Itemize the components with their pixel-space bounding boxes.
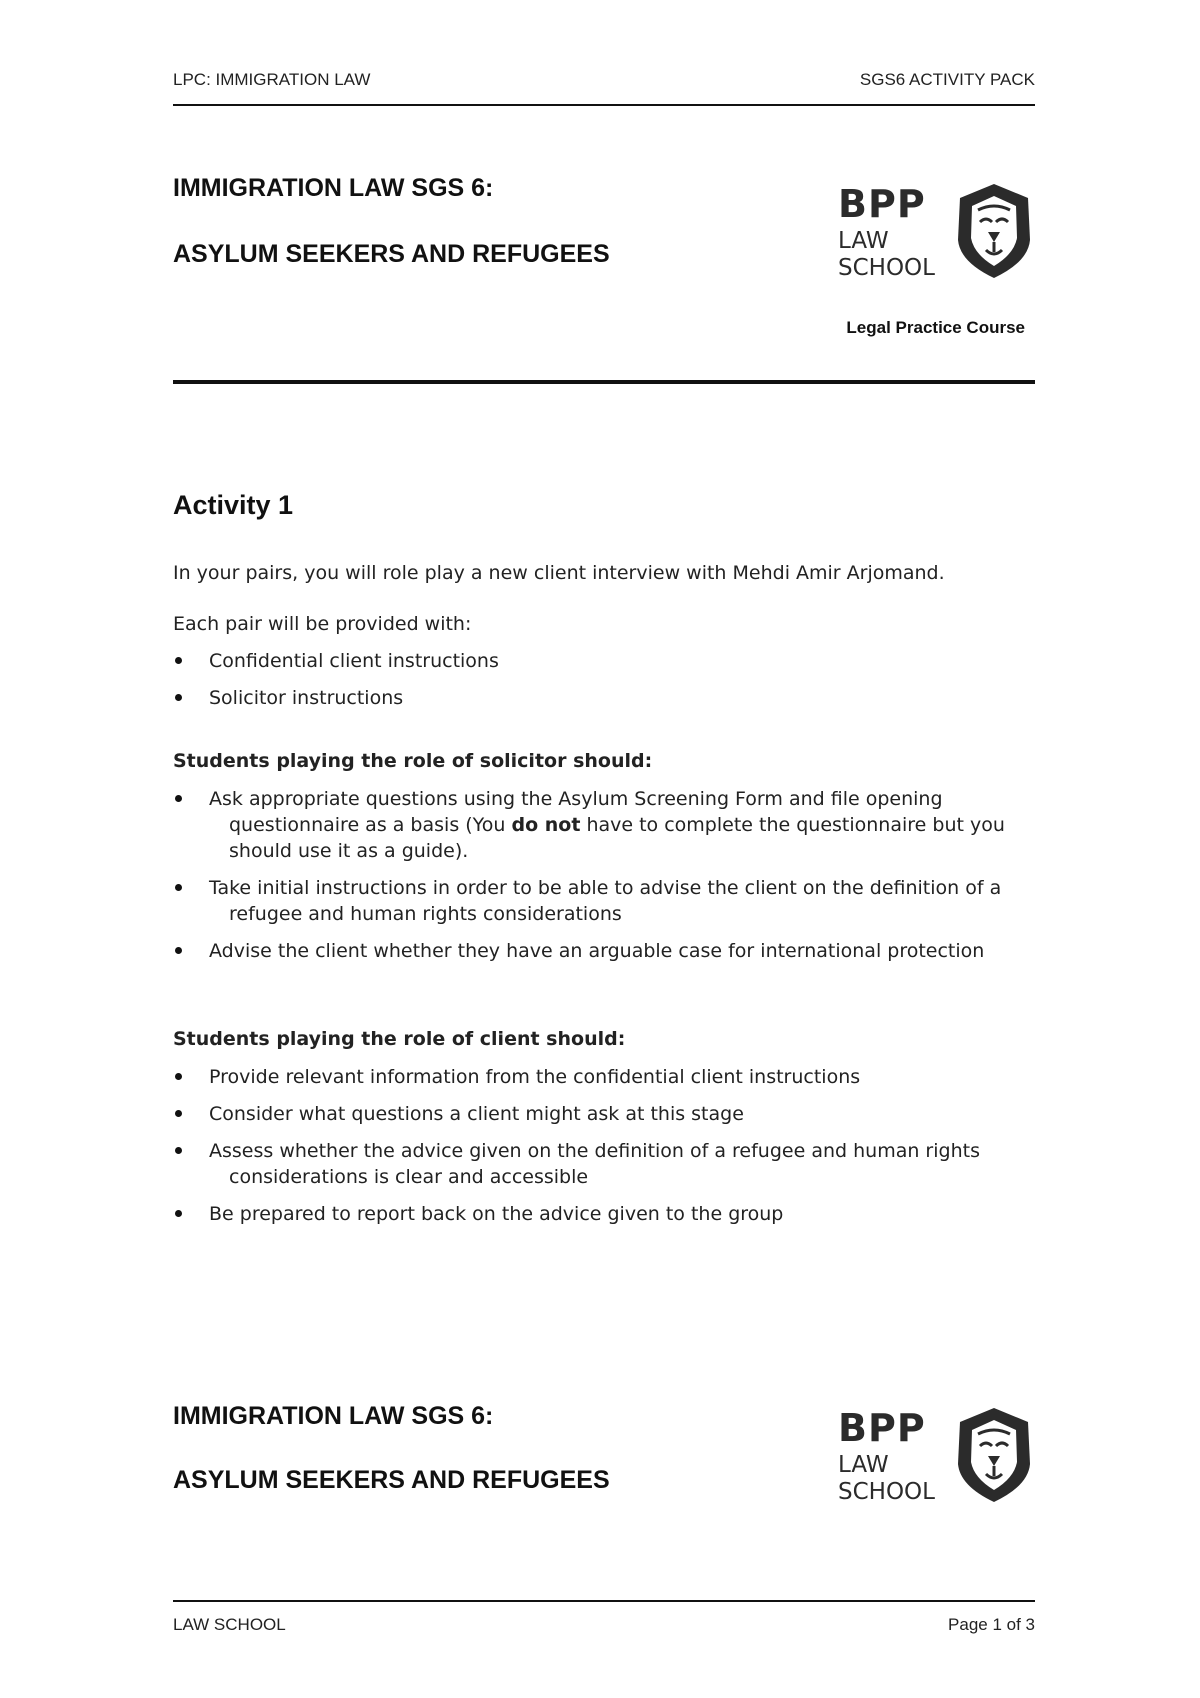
running-header — [173, 70, 1035, 90]
bullet-icon — [175, 795, 182, 802]
repeat-title-line-1: IMMIGRATION LAW SGS 6: — [173, 1402, 494, 1430]
client-item-3-line-2: considerations is clear and accessible — [229, 1166, 589, 1188]
client-item-2: Consider what questions a client might ask at this stage — [209, 1103, 744, 1125]
lion-shield-icon — [954, 1406, 1034, 1504]
bpp-logo-repeat — [838, 1406, 1038, 1516]
solicitor-heading: Students playing the role of solicitor should: — [173, 750, 653, 772]
list-item — [173, 1201, 1035, 1227]
bullet-icon — [175, 657, 182, 664]
solicitor-item-2-line-1: Take initial instructions in order to be able to advise the client on the definition of a — [209, 877, 1002, 899]
client-item-3-line-1: Assess whether the advice given on the definition of a refugee and human rights — [209, 1140, 980, 1162]
bullet-icon — [175, 1147, 182, 1154]
bullet-icon — [175, 1210, 182, 1217]
logo-bpp-text: BPP — [838, 1406, 926, 1450]
bullet-icon — [175, 947, 182, 954]
provided-intro: Each pair will be provided with: — [173, 613, 472, 635]
list-item — [173, 875, 1035, 927]
bullet-icon — [175, 694, 182, 701]
list-item — [173, 938, 1035, 964]
title-line-1: IMMIGRATION LAW SGS 6: — [173, 174, 494, 202]
list-item — [173, 1138, 1035, 1190]
list-item — [173, 786, 1035, 864]
solicitor-item-1-line-2: questionnaire as a basis (You do not have to complete the questionnaire but you — [229, 814, 1005, 836]
logo-law-text: LAW — [838, 1452, 889, 1478]
title-line-2: ASYLUM SEEKERS AND REFUGEES — [173, 240, 610, 268]
footer-school: LAW SCHOOL — [173, 1615, 286, 1634]
client-item-1: Provide relevant information from the confidential client instructions — [209, 1066, 861, 1088]
title-rule — [173, 380, 1035, 384]
list-item — [173, 648, 1035, 674]
bpp-logo — [838, 182, 1038, 292]
bullet-icon — [175, 1110, 182, 1117]
repeat-title-block — [173, 1398, 773, 1498]
solicitor-item-3: Advise the client whether they have an arguable case for international protection — [209, 940, 985, 962]
course-label: Legal Practice Course — [846, 318, 1025, 337]
provided-list — [173, 648, 1035, 711]
logo-law-text: LAW — [838, 228, 889, 254]
solicitor-item-1-line-1: Ask appropriate questions using the Asylum Screening Form and file opening — [209, 788, 943, 810]
logo-bpp-text: BPP — [838, 182, 926, 226]
bullet-icon — [175, 884, 182, 891]
logo-school-text: SCHOOL — [838, 255, 935, 281]
page-number: Page 1 of 3 — [948, 1615, 1035, 1634]
client-list — [173, 1064, 1035, 1227]
provided-item-1: Confidential client instructions — [209, 650, 499, 672]
footer-rule — [173, 1600, 1035, 1602]
list-item — [173, 1064, 1035, 1090]
list-item — [173, 685, 1035, 711]
emphasis-do-not: do not — [511, 814, 581, 836]
solicitor-list — [173, 786, 1035, 964]
running-footer — [173, 1615, 1035, 1635]
solicitor-item-2-line-2: refugee and human rights considerations — [229, 903, 622, 925]
bullet-icon — [175, 1073, 182, 1080]
activity-intro: In your pairs, you will role play a new client interview with Mehdi Amir Arjomand. — [173, 562, 945, 584]
provided-item-2: Solicitor instructions — [209, 687, 404, 709]
header-rule — [173, 104, 1035, 106]
repeat-title-line-2: ASYLUM SEEKERS AND REFUGEES — [173, 1466, 610, 1494]
header-course: LPC: IMMIGRATION LAW — [173, 70, 371, 89]
client-heading: Students playing the role of client should: — [173, 1028, 626, 1050]
logo-school-text: SCHOOL — [838, 1479, 935, 1505]
list-item — [173, 1101, 1035, 1127]
activity-heading: Activity 1 — [173, 490, 294, 520]
header-pack: SGS6 ACTIVITY PACK — [859, 70, 1035, 89]
solicitor-item-1-line-3: should use it as a guide). — [229, 840, 469, 862]
title-block — [173, 170, 773, 270]
lion-shield-icon — [954, 182, 1034, 280]
client-item-4: Be prepared to report back on the advice given to the group — [209, 1203, 784, 1225]
